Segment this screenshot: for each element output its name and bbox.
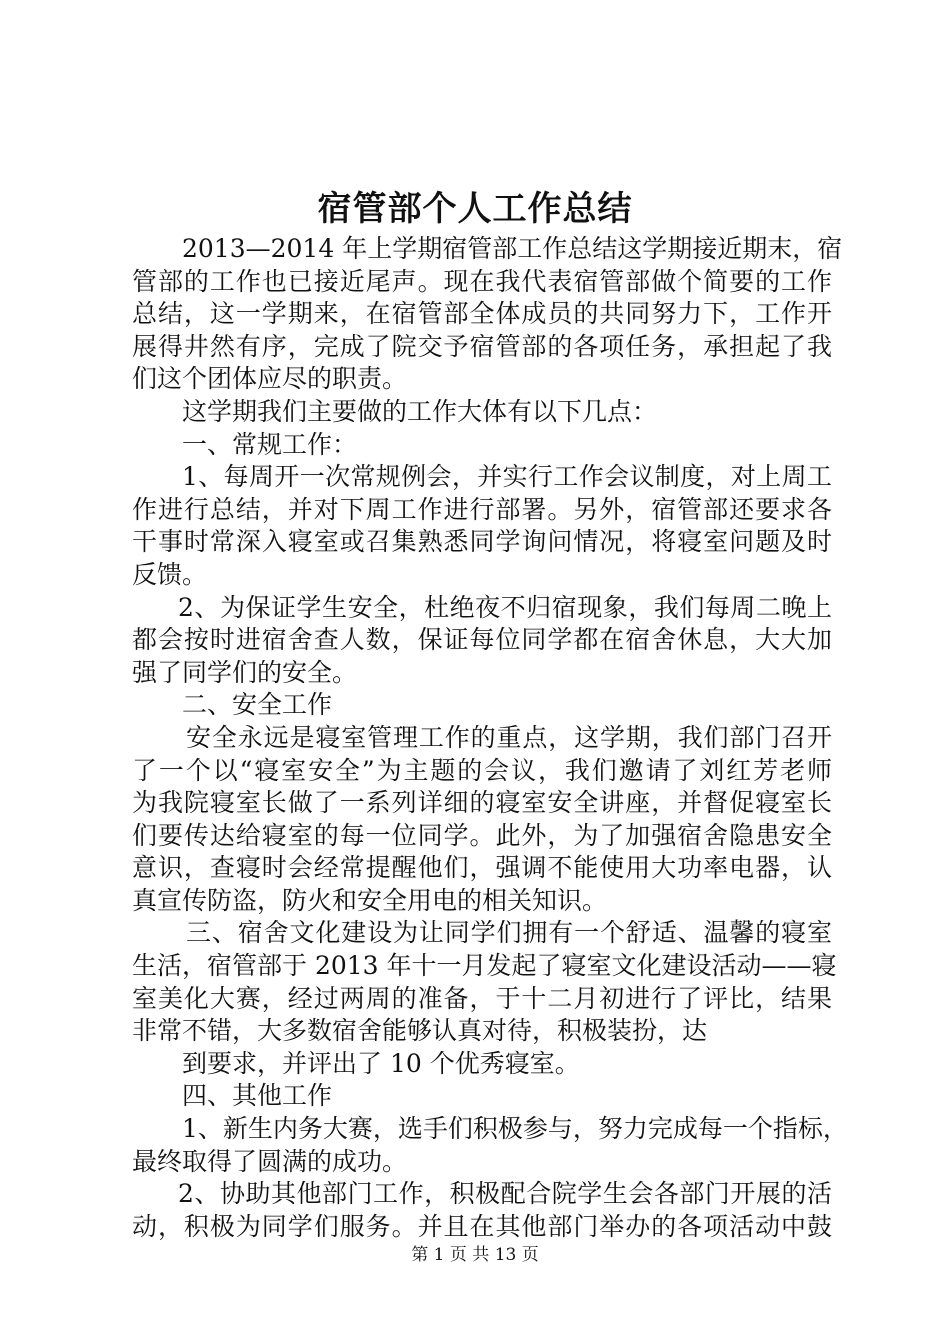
text-line: 生活，宿管部于 2013 年十一月发起了寝室文化建设活动——寝 — [132, 951, 837, 981]
text-line: 室美化大赛，经过两周的准备，于十二月初进行了评比，结果 — [132, 983, 832, 1013]
document-body — [132, 233, 848, 1243]
text-line: 强了同学们的安全。 — [132, 657, 358, 687]
text-line: 管部的工作也已接近尾声。现在我代表宿管部做个简要的工作 — [132, 266, 832, 296]
text-line: 总结，这一学期来，在宿管部全体成员的共同努力下，工作开 — [132, 299, 832, 329]
text-line: 2、为保证学生安全，杜绝夜不归宿现象，我们每周二晚上 — [178, 592, 832, 622]
text-line: 2013—2014 年上学期宿管部工作总结这学期接近期末，宿 — [182, 234, 843, 263]
text-line: 了一个以“寝室安全”为主题的会议，我们邀请了刘红芳老师 — [132, 755, 832, 785]
document-title: 宿管部个人工作总结 — [317, 189, 633, 229]
text-line: 三、宿舍文化建设为让同学们拥有一个舒适、温馨的寝室 — [186, 918, 832, 948]
section-heading: 一、常规工作： — [182, 429, 358, 459]
text-line: 干事时常深入寝室或召集熟悉同学询问情况，将寝室问题及时 — [132, 527, 832, 557]
text-line: 到要求，并评出了 10 个优秀寝室。 — [182, 1048, 580, 1078]
text-line: 们这个团体应尽的职责。 — [132, 364, 408, 394]
text-line: 作进行总结，并对下周工作进行部署。另外，宿管部还要求各 — [132, 494, 832, 524]
text-line: 都会按时进宿舍查人数，保证每位同学都在宿舍休息，大大加 — [132, 625, 832, 655]
text-line: 动，积极为同学们服务。并且在其他部门举办的各项活动中鼓 — [132, 1211, 832, 1241]
text-line: 为我院寝室长做了一系列详细的寝室安全讲座，并督促寝室长 — [132, 788, 832, 818]
text-line: 这学期我们主要做的工作大体有以下几点： — [182, 396, 658, 426]
text-line: 非常不错，大多数宿舍能够认真对待，积极装扮，达 — [132, 1016, 708, 1046]
text-line: 反馈。 — [132, 559, 208, 589]
section-heading: 四、其他工作 — [182, 1081, 333, 1111]
text-line: 最终取得了圆满的成功。 — [132, 1146, 408, 1176]
text-line: 真宣传防盗，防火和安全用电的相关知识。 — [132, 885, 608, 915]
text-line: 2、协助其他部门工作，积极配合院学生会各部门开展的活 — [178, 1179, 832, 1209]
text-line: 们要传达给寝室的每一位同学。此外，为了加强宿舍隐患安全 — [132, 820, 832, 850]
text-line: 展得井然有序，完成了院交予宿管部的各项任务，承担起了我 — [132, 331, 832, 361]
page-number-footer: 第 1 页 共 13 页 — [411, 1245, 539, 1265]
text-line: 1、每周开一次常规例会，并实行工作会议制度，对上周工 — [182, 462, 832, 492]
text-line: 1、新生内务大赛，选手们积极参与，努力完成每一个指标， — [182, 1114, 848, 1144]
text-line: 意识，查寝时会经常提醒他们，强调不能使用大功率电器，认 — [132, 853, 832, 883]
section-heading: 二、安全工作 — [182, 690, 333, 720]
text-line: 安全永远是寝室管理工作的重点，这学期，我们部门召开 — [186, 722, 832, 752]
